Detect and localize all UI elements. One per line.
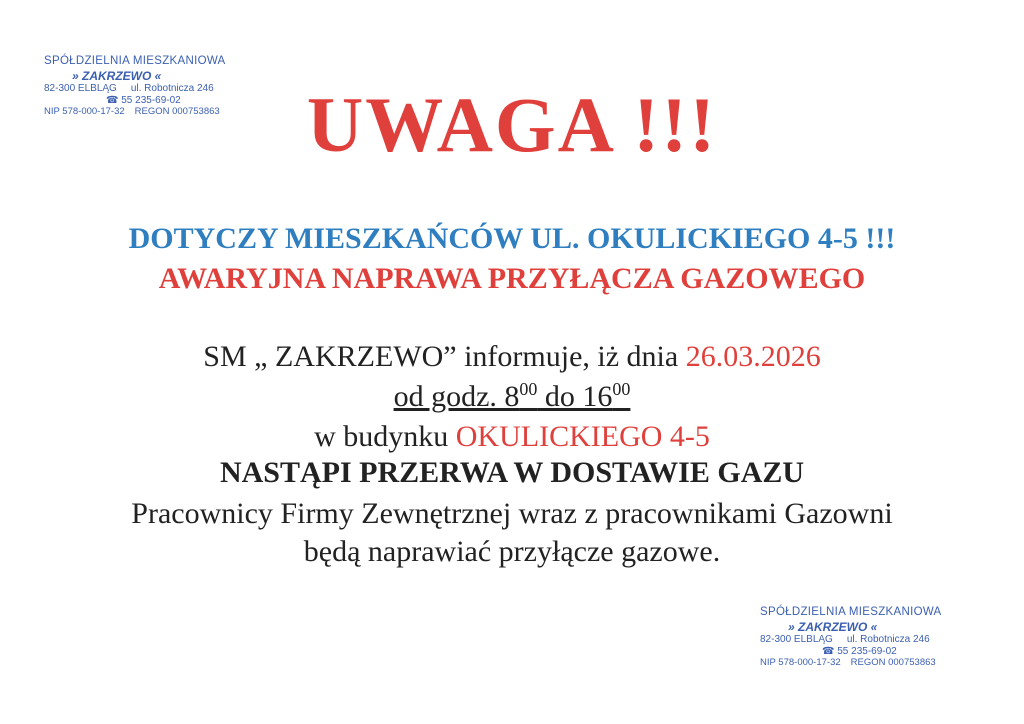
notice-repair-line: będą naprawiać przyłącze gazowe.	[303, 535, 721, 568]
notice-time-to-minutes: 00	[612, 379, 631, 399]
cooperative-stamp-bottom	[760, 606, 942, 669]
notice-time-to: do 16	[537, 380, 613, 413]
phone-icon: ☎	[106, 94, 119, 106]
stamp-street: ul. Robotnicza 246	[130, 82, 214, 94]
notice-building-prefix: w budynku	[314, 420, 456, 453]
notice-subtitle-repair: AWARYJNA NAPRAWA PRZYŁĄCZA GAZOWEGO	[158, 262, 866, 295]
notice-line-hours	[0, 380, 1024, 414]
stamp-regon: REGON 000753863	[134, 106, 220, 118]
notice-building: OKULICKIEGO 4-5	[455, 420, 710, 453]
notice-time-from-minutes: 00	[519, 379, 538, 399]
stamp-phone: 55 235-69-02	[837, 645, 897, 657]
notice-title: UWAGA !!!	[306, 81, 718, 168]
notice-date: 26.03.2026	[685, 340, 821, 373]
stamp-brand: » ZAKRZEWO «	[72, 68, 162, 83]
phone-icon: ☎	[822, 645, 835, 657]
notice-line-date	[0, 340, 1024, 374]
stamp-phone: 55 235-69-02	[121, 94, 181, 106]
stamp-postcode-city: 82-300 ELBLĄG	[760, 633, 833, 645]
notice-subtitle-residents: DOTYCZY MIESZKAŃCÓW UL. OKULICKIEGO 4-5 !!!	[128, 222, 896, 255]
notice-intro-text: SM „ ZAKRZEWO” informuje, iż dnia	[203, 340, 686, 373]
notice-gas-outage: NASTĄPI PRZERWA W DOSTAWIE GAZU	[219, 456, 805, 489]
stamp-brand: » ZAKRZEWO «	[788, 619, 878, 634]
stamp-street: ul. Robotnicza 246	[846, 633, 930, 645]
stamp-name: SPÓŁDZIELNIA MIESZKANIOWA	[44, 55, 226, 67]
stamp-nip: NIP 578-000-17-32	[44, 106, 125, 118]
stamp-regon: REGON 000753863	[850, 657, 936, 669]
stamp-name: SPÓŁDZIELNIA MIESZKANIOWA	[760, 606, 942, 618]
notice-time-from: od godz. 8	[393, 380, 520, 413]
notice-workers-line: Pracownicy Firmy Zewnętrznej wraz z pracownikami Gazowni	[131, 497, 893, 530]
notice-line-building	[0, 420, 1024, 454]
stamp-nip: NIP 578-000-17-32	[760, 657, 841, 669]
stamp-postcode-city: 82-300 ELBLĄG	[44, 82, 117, 94]
